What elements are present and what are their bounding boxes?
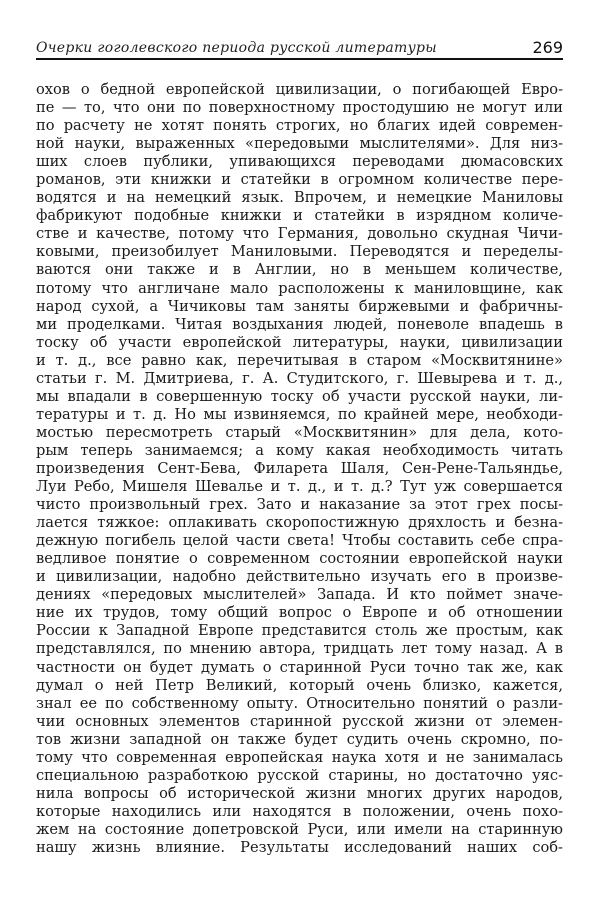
- running-title: Очерки гоголевского периода русской литературы: [36, 40, 437, 56]
- text-line: специальною разработкою русской старины, но достаточно уяс-: [36, 766, 563, 784]
- text-line: представлялся, по мнению автора, тридцать лет тому назад. А в: [36, 640, 563, 658]
- text-line: охов о бедной европейской цивилизации, о погибающей Евро-: [36, 81, 563, 98]
- text-line: романов, эти книжки и статейки в огромном количестве пере-: [36, 171, 563, 189]
- text-line: нила вопросы об исторической жизни многих других народов,: [36, 784, 563, 802]
- text-line: и т. д., все равно как, перечитывая в старом «Москвитянине»: [36, 351, 563, 369]
- text-line: ведливое понятие о современном состоянии европейской науки: [36, 550, 563, 568]
- text-line: ной науки, выраженных «передовыми мыслителями». Для низ-: [36, 135, 563, 153]
- text-line: чисто произвольный грех. Зато и наказание за этот грех посы-: [36, 496, 563, 514]
- text-line: тов жизни западной он также будет судить очень скромно, по-: [36, 730, 563, 748]
- text-line: лается тяжкое: оплакивать скоропостижную дряхлость и безна-: [36, 514, 563, 532]
- text-line: народ сухой, а Чичиковы там заняты биржевыми и фабричны-: [36, 297, 563, 315]
- text-line: дениях «передовых мыслителей» Запада. И кто поймет значе-: [36, 586, 563, 604]
- text-line: произведения Сент-Бева, Филарета Шаля, Сен-Рене-Тальяндье,: [36, 459, 563, 477]
- text-line: фабрикуют подобные книжки и статейки в изрядном количе-: [36, 207, 563, 225]
- text-line: ваются они также и в Англии, но в меньшем количестве,: [36, 261, 563, 279]
- text-line: ших слоев публики, упивающихся переводами дюмасовских: [36, 153, 563, 171]
- text-line: нашу жизнь влияние. Результаты исследований наших соб-: [36, 838, 563, 856]
- text-line: частности он будет думать о старинной Руси точно так же, как: [36, 658, 563, 676]
- text-line: тоску об участи европейской литературы, науки, цивилизации: [36, 333, 563, 351]
- text-line: ми проделками. Читая воздыхания людей, поневоле впадешь в: [36, 315, 563, 333]
- text-line: России к Западной Европе представится столь же простым, как: [36, 622, 563, 640]
- page-number: 269: [532, 38, 563, 57]
- text-line: знал ее по собственному опыту. Относительно понятий о разли-: [36, 694, 563, 712]
- text-line: водятся и на немецкий язык. Впрочем, и немецкие Маниловы: [36, 189, 563, 207]
- text-line: чии основных элементов старинной русской жизни от элемен-: [36, 712, 563, 730]
- text-line: которые находились или находятся в положении, очень похо-: [36, 802, 563, 820]
- text-line: стве и качестве, потому что Германия, довольно скудная Чичи-: [36, 225, 563, 243]
- text-line: тературы и т. д. Но мы извиняемся, по крайней мере, необходи-: [36, 405, 563, 423]
- text-line: статьи г. М. Дмитриева, г. А. Студитского, г. Шевырева и т. д.,: [36, 369, 563, 387]
- text-line: ковыми, преизобилует Маниловыми. Переводятся и переделы-: [36, 243, 563, 261]
- text-line: потому что англичане мало расположены к маниловщине, как: [36, 279, 563, 297]
- body-text: [36, 81, 563, 857]
- text-line: думал о ней Петр Великий, который очень близко, кажется,: [36, 676, 563, 694]
- text-line: рым теперь занимаемся; а кому какая необходимость читать: [36, 441, 563, 459]
- text-line: жем на состояние допетровской Руси, или имели на старинную: [36, 820, 563, 838]
- text-line: мы впадали в совершенную тоску об участи русской науки, ли-: [36, 387, 563, 405]
- text-line: мостью пересмотреть старый «Москвитянин» для дела, кото-: [36, 423, 563, 441]
- text-line: и цивилизации, надобно действительно изучать его в произве-: [36, 568, 563, 586]
- text-line: дежную погибель целой части света! Чтобы составить себе спра-: [36, 532, 563, 550]
- text-line: ние их трудов, тому общий вопрос о Европе и об отношении: [36, 604, 563, 622]
- text-line: Луи Ребо, Мишеля Шевалье и т. д., и т. д.? Тут уж совершается: [36, 478, 563, 496]
- text-line: тому что современная европейская наука хотя и не занималась: [36, 748, 563, 766]
- text-line: по расчету не хотят понять строгих, но благих идей современ-: [36, 117, 563, 135]
- text-line: пе — то, что они по поверхностному простодушию не могут или: [36, 99, 563, 117]
- running-header: [36, 38, 563, 60]
